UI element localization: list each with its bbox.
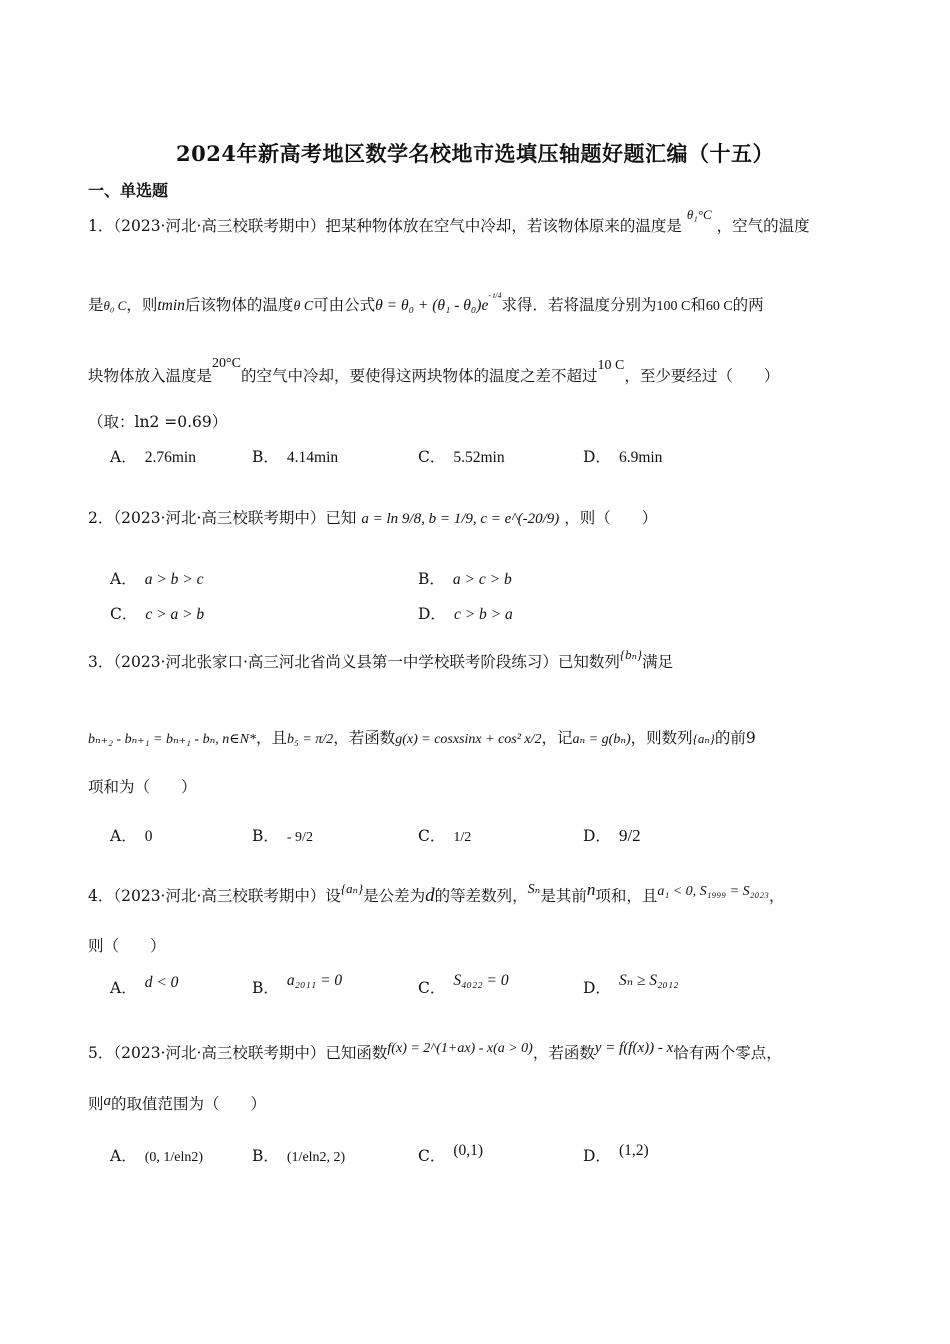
option-value: (1/eln2, 2) <box>286 1150 346 1165</box>
q4-sn: Sₙ <box>527 882 541 897</box>
q2-text: 2．（2023·河北·高三校联考期中）已知 <box>88 509 357 527</box>
q2-option-c[interactable] <box>110 604 204 625</box>
option-label: D． <box>583 979 611 997</box>
q3-text: ，则数列 <box>630 729 693 747</box>
q1-temp-20: 20°C <box>212 356 241 371</box>
q3-option-b[interactable] <box>252 826 313 848</box>
q1-temp-10: 10 C <box>597 358 625 373</box>
q5-text: 的取值范围为（ ） <box>111 1095 267 1113</box>
q3-text: 满足 <box>642 653 674 671</box>
option-label: A． <box>110 1147 137 1165</box>
option-label: C． <box>110 605 138 623</box>
option-value: a₂₀₁₁ = 0 <box>286 972 343 989</box>
q1-line-3 <box>88 356 780 388</box>
option-value: - 9/2 <box>286 830 313 845</box>
q4-text: ， <box>769 887 785 905</box>
option-value: (0,1) <box>453 1142 484 1159</box>
q1-text: 求得．若将温度分别为 <box>501 296 657 315</box>
q1-tmin: tmin <box>157 297 185 315</box>
q2-option-d[interactable] <box>418 604 513 625</box>
q3-line-1 <box>88 647 674 673</box>
q1-temp-100: 100 C <box>656 299 691 315</box>
q3-text: 的前9 <box>714 729 756 747</box>
option-label: D． <box>583 448 611 466</box>
q4-text: 是公差为 <box>363 887 426 905</box>
q3-line-2 <box>88 728 756 750</box>
q3-b5: b₅ = π/2 <box>286 732 334 747</box>
q1-text: 后该物体的温度 <box>184 296 294 315</box>
q1-theta0: θ₀ C <box>103 298 127 314</box>
option-label: B． <box>252 1147 279 1165</box>
option-value: 0 <box>144 828 153 845</box>
option-value: 1/2 <box>453 830 472 845</box>
q5-option-d[interactable] <box>583 1142 649 1167</box>
q1-theta1: θ₁°C <box>686 207 712 222</box>
q1-line-2 <box>88 292 764 317</box>
q2-text: ，则（ ） <box>564 509 658 527</box>
q4-line-2: 则（ ） <box>88 937 166 955</box>
q1-text: 可由公式 <box>313 296 376 315</box>
q5-option-a[interactable] <box>110 1146 203 1168</box>
option-value: a > b > c <box>144 571 204 588</box>
q5-line-2 <box>88 1094 266 1115</box>
q3-recurrence: bₙ₊₂ - bₙ₊₁ = bₙ₊₁ - bₙ, n∈N* <box>88 732 256 747</box>
q5-a: a <box>103 1093 112 1109</box>
q3-text: ，若函数 <box>333 729 396 747</box>
option-label: D． <box>583 827 611 845</box>
option-label: A． <box>110 979 137 997</box>
q4-text: 项和，且 <box>595 887 658 905</box>
q1-text: ，至少要经过（ ） <box>624 367 780 385</box>
page-title: 2024年新高考地区数学名校地市选填压轴题好题汇编（十五） <box>176 141 774 166</box>
q4-option-d[interactable] <box>583 972 679 999</box>
option-label: D． <box>583 1147 611 1165</box>
q1-text: 和 <box>690 296 706 315</box>
option-label: C． <box>418 979 446 997</box>
q3-line-3: 项和为（ ） <box>88 778 197 796</box>
q5-text: 则 <box>88 1095 104 1113</box>
option-value: 6.9min <box>618 449 663 466</box>
option-value: 2.76min <box>144 449 196 466</box>
q3-an-def: aₙ = g(bₙ) <box>572 732 631 747</box>
q1-exponent: - t/4 <box>488 291 502 300</box>
option-label: C． <box>418 827 446 845</box>
q2-option-a[interactable] <box>110 569 204 590</box>
q1-option-d[interactable] <box>583 447 662 468</box>
q3-function-g: g(x) = cosxsinx + cos² x/2 <box>395 732 542 747</box>
q3-sequence-a: {aₙ} <box>692 731 715 746</box>
q4-option-a[interactable] <box>110 974 179 999</box>
option-label: B． <box>252 979 279 997</box>
option-value: a > c > b <box>452 571 512 588</box>
q2-option-b[interactable] <box>418 569 512 590</box>
option-value: Sₙ ≥ S₂₀₁₂ <box>618 972 679 989</box>
q1-temp-60: 60 C <box>705 299 733 315</box>
q1-theta: θ C <box>293 299 314 315</box>
section-heading: 一、单选题 <box>88 181 169 200</box>
q5-option-c[interactable] <box>418 1142 484 1167</box>
option-label: B． <box>418 570 445 588</box>
option-label: B． <box>252 448 279 466</box>
q3-option-c[interactable] <box>418 826 471 848</box>
option-label: B． <box>252 827 279 845</box>
option-value: (0, 1/eln2) <box>144 1150 204 1165</box>
option-label: C． <box>418 1147 446 1165</box>
option-label: A． <box>110 827 137 845</box>
q3-text: ，且 <box>255 729 287 747</box>
q1-hint: （取：ln2 =0.69） <box>88 413 228 431</box>
option-value: S₄₀₂₂ = 0 <box>453 972 509 989</box>
q3-option-a[interactable] <box>110 826 152 847</box>
q5-text: 5．（2023·河北·高三校联考期中）已知函数 <box>88 1044 388 1062</box>
q1-option-c[interactable] <box>418 447 505 468</box>
q1-text: ，则 <box>126 296 158 315</box>
q5-text: ，若函数 <box>532 1044 595 1062</box>
q1-text: 的空气中冷却，要使得这两块物体的温度之差不超过 <box>240 367 598 385</box>
q4-text: 是其前 <box>540 887 587 905</box>
q1-option-b[interactable] <box>252 447 338 468</box>
q5-text: 恰有两个零点， <box>673 1044 782 1062</box>
q5-option-b[interactable] <box>252 1146 345 1168</box>
q5-function-y: y = f(f(x)) - x <box>594 1040 674 1056</box>
q1-text: 1．（2023·河北·高三校联考期中）把某种物体放在空气中冷却，若该物体原来的温度是 <box>88 217 682 235</box>
q4-option-c[interactable] <box>418 972 509 999</box>
q5-function-f: f(x) = 2^(1+ax) - x(a > 0) <box>387 1041 533 1056</box>
option-label: A． <box>110 570 137 588</box>
q3-text: ，记 <box>541 729 573 747</box>
q1-text: 块物体放入温度是 <box>88 367 213 385</box>
option-value: 4.14min <box>286 449 339 466</box>
q1-text: 的两 <box>732 296 764 315</box>
option-label: A． <box>110 448 137 466</box>
q1-option-a[interactable] <box>110 447 196 468</box>
q4-text: 的等差数列， <box>434 887 528 905</box>
option-label: C． <box>418 448 446 466</box>
q5-line-1 <box>88 1040 782 1065</box>
q1-text: ，空气的温度 <box>716 217 810 235</box>
q2-line-1 <box>88 508 657 529</box>
q4-condition: a₁ < 0, S₁₉₉₉ = S₂₀₂₃ <box>657 884 770 899</box>
option-value: c > a > b <box>145 606 205 623</box>
q3-text: 3．（2023·河北张家口·高三河北省尚义县第一中学校联考阶段练习）已知数列 <box>88 653 620 671</box>
option-label: D． <box>418 605 446 623</box>
q3-sequence-b: {bₙ} <box>619 647 643 662</box>
q3-option-d[interactable] <box>583 826 641 846</box>
q4-n: n <box>586 880 596 899</box>
option-value: 9/2 <box>618 826 641 845</box>
q4-line-1 <box>88 880 785 908</box>
option-value: c > b > a <box>453 606 513 623</box>
option-value: (1,2) <box>618 1142 649 1159</box>
q1-text: 是 <box>88 296 104 315</box>
q4-option-b[interactable] <box>252 972 343 999</box>
q4-sequence-a: {aₙ} <box>340 881 364 896</box>
option-value: d < 0 <box>144 974 179 991</box>
q4-d: d <box>425 885 435 906</box>
q2-formula: a = ln 9/8, b = 1/9, c = e^(-20/9) <box>361 511 560 527</box>
option-value: 5.52min <box>453 449 505 466</box>
q4-text: 4．（2023·河北·高三校联考期中）设 <box>88 887 341 905</box>
q1-formula: θ = θ₀ + (θ₁ - θ₀)e <box>375 297 489 315</box>
